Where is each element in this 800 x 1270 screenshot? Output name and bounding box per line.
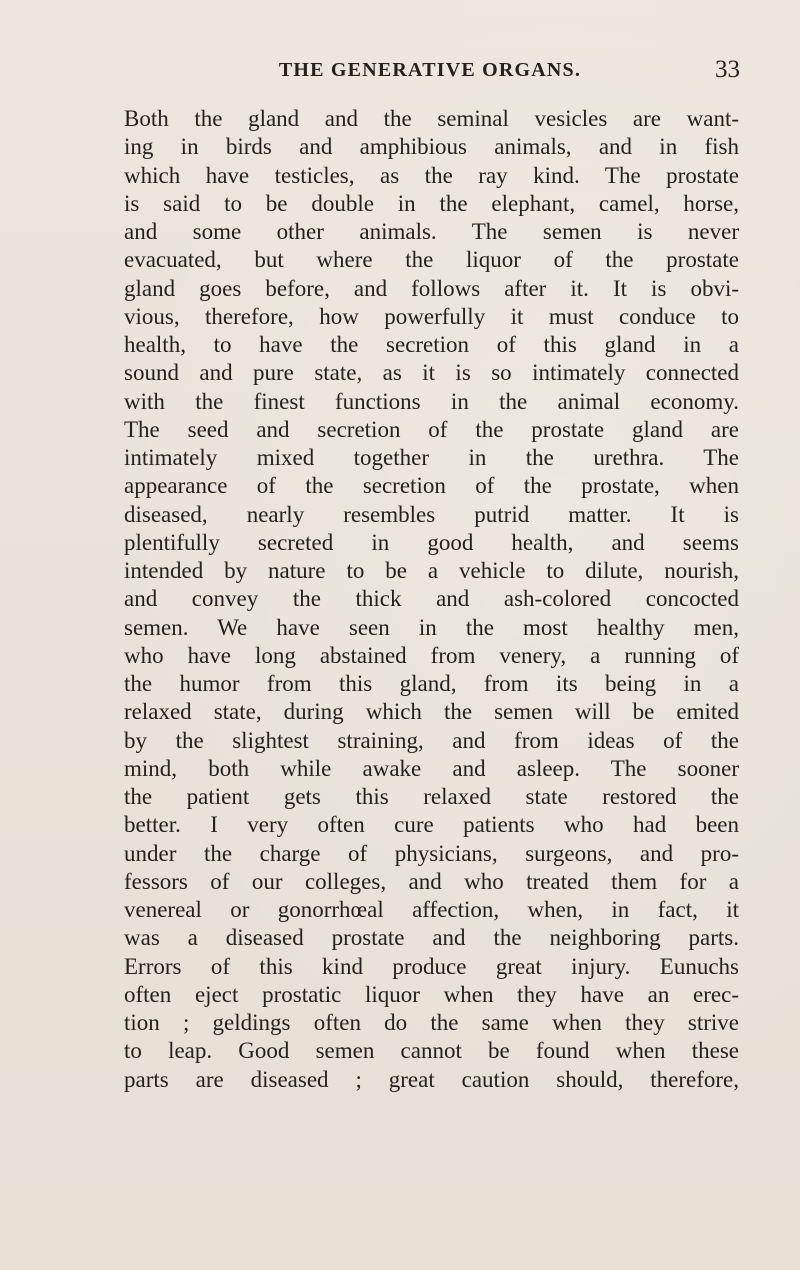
- text-line: Errors of this kind produce great injury. Eunuchs: [124, 953, 739, 979]
- text-line: who have long abstained from venery, a running of: [124, 642, 739, 668]
- text-line: and some other animals. The semen is never: [124, 219, 739, 244]
- text-line: was a diseased prostate and the neighboring parts.: [124, 925, 739, 951]
- text-line: intimately mixed together in the urethra. The: [124, 445, 739, 470]
- body-paragraph: [124, 105, 739, 1094]
- text-line: Both the gland and the seminal vesicles are want-: [124, 106, 739, 131]
- text-line: better. I very often cure patients who had been: [124, 812, 739, 838]
- text-line: intended by nature to be a vehicle to dilute, nourish,: [124, 558, 739, 583]
- page-header: [120, 55, 740, 85]
- text-line: diseased, nearly resembles putrid matter. It is: [124, 501, 739, 527]
- text-line: ing in birds and amphibious animals, and in fish: [124, 134, 739, 160]
- text-line: relaxed state, during which the semen will be emited: [124, 699, 739, 725]
- text-line: venereal or gonorrhœal affection, when, in fact, it: [124, 897, 739, 922]
- text-line: semen. We have seen in the most healthy men,: [124, 614, 739, 640]
- text-line: often eject prostatic liquor when they have an erec-: [124, 981, 739, 1007]
- text-line: vious, therefore, how powerfully it must conduce to: [124, 303, 739, 329]
- text-line: the humor from this gland, from its being in a: [124, 671, 739, 696]
- text-line: with the finest functions in the animal economy.: [124, 388, 739, 414]
- running-head: THE GENERATIVE ORGANS.: [278, 59, 582, 81]
- text-line: and convey the thick and ash-colored concocted: [124, 586, 739, 612]
- text-line: the patient gets this relaxed state restored the: [124, 784, 739, 809]
- text-line: is said to be double in the elephant, camel, horse,: [124, 190, 739, 216]
- text-line: plentifully secreted in good health, and seems: [124, 529, 739, 555]
- page-number: 33: [715, 56, 740, 83]
- text-line: which have testicles, as the ray kind. The prostate: [124, 162, 739, 188]
- text-line: The seed and secretion of the prostate gland are: [124, 416, 739, 442]
- text-line: health, to have the secretion of this gland in a: [124, 332, 739, 357]
- text-line: tion ; geldings often do the same when they strive: [124, 1010, 739, 1035]
- text-line: mind, both while awake and asleep. The sooner: [124, 755, 739, 781]
- text-line: evacuated, but where the liquor of the prostate: [124, 247, 739, 273]
- text-line: sound and pure state, as it is so intimately connected: [124, 360, 739, 386]
- text-line: to leap. Good semen cannot be found when these: [124, 1038, 739, 1064]
- text-line: gland goes before, and follows after it. It is obvi-: [124, 275, 739, 301]
- text-line: fessors of our colleges, and who treated them for a: [124, 868, 739, 894]
- text-line: parts are diseased ; great caution should, therefore,: [124, 1066, 739, 1092]
- text-line: under the charge of physicians, surgeons, and pro-: [124, 840, 739, 866]
- text-line: by the slightest straining, and from ideas of the: [124, 727, 739, 753]
- text-line: appearance of the secretion of the prostate, when: [124, 473, 739, 499]
